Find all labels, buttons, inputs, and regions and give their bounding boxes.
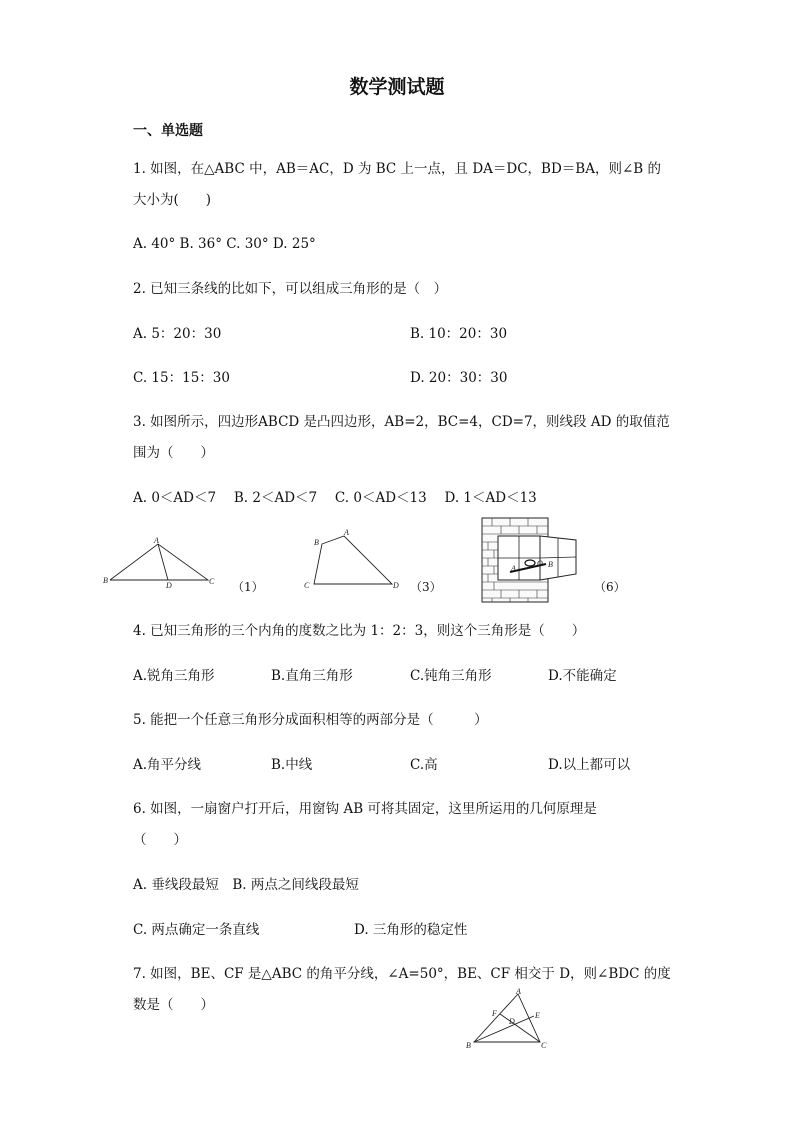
fig7-label-a: A — [516, 988, 521, 996]
fig1-label-d: D — [166, 581, 172, 590]
fig3-label-b: B — [314, 538, 319, 547]
fig3-label-a: A — [344, 528, 349, 537]
fig6-label-b: B — [548, 560, 553, 569]
fig6-label-a: A — [511, 564, 516, 573]
question-4-option-c: C.钝角三角形 — [410, 668, 492, 684]
question-6-options-ab: A. 垂线段最短 B. 两点之间线段最短 — [133, 877, 359, 893]
question-3-text-cont: 围为（ ） — [133, 445, 214, 461]
question-7-text: 7. 如图，BE、CF 是△ABC 的角平分线，∠A=50°，BE、CF 相交于 D，则∠BDC 的度 — [133, 966, 671, 982]
figure-3-caption: （3） — [410, 580, 442, 594]
question-1-options: A. 40° B. 36° C. 30° D. 25° — [133, 236, 316, 252]
figure-3-quadrilateral — [300, 528, 404, 592]
fig7-label-f: F — [492, 1009, 497, 1018]
question-5-option-a: A.角平分线 — [133, 757, 202, 773]
fig7-label-b: B — [466, 1041, 471, 1050]
question-4-option-a: A.锐角三角形 — [133, 668, 215, 684]
fig1-label-b: B — [103, 576, 108, 585]
question-2-option-c: C. 15：15：30 — [133, 370, 230, 386]
figure-7-triangle — [462, 988, 554, 1050]
question-6-text-cont: （ ） — [133, 832, 187, 848]
question-6-option-d: D. 三角形的稳定性 — [354, 922, 468, 938]
question-6-text: 6. 如图，一扇窗户打开后，用窗钩 AB 可将其固定，这里所运用的几何原理是 — [133, 801, 597, 817]
question-6-option-c: C. 两点确定一条直线 — [133, 922, 260, 938]
question-3-text: 3. 如图所示，四边形ABCD 是凸四边形，AB=2，BC=4，CD=7，则线段 AD 的取值范 — [133, 414, 670, 430]
question-3-options: A. 0＜AD＜7 B. 2＜AD＜7 C. 0＜AD＜13 D. 1＜AD＜13 — [133, 490, 537, 506]
fig3-label-d: D — [393, 581, 399, 590]
figure-6-window — [480, 516, 580, 604]
section-heading: 一、单选题 — [133, 123, 203, 139]
fig1-label-a: A — [154, 536, 159, 545]
figure-6-caption: （6） — [594, 580, 626, 594]
question-5-text: 5. 能把一个任意三角形分成面积相等的两部分是（ ） — [133, 712, 488, 728]
fig6-label-o: O — [537, 559, 543, 568]
question-7-text-cont: 数是（ ） — [133, 997, 214, 1013]
question-4-option-d: D.不能确定 — [548, 668, 617, 684]
question-2-option-b: B. 10：20：30 — [410, 326, 508, 342]
question-4-option-b: B.直角三角形 — [271, 668, 353, 684]
question-5-option-c: C.高 — [410, 757, 438, 773]
question-5-option-d: D.以上都可以 — [548, 757, 631, 773]
fig7-label-e: E — [535, 1011, 540, 1020]
question-2-text: 2. 已知三条线的比如下，可以组成三角形的是（ ） — [133, 281, 448, 297]
question-4-text: 4. 已知三角形的三个内角的度数之比为 1：2：3，则这个三角形是（ ） — [133, 623, 586, 639]
figure-1-caption: （1） — [232, 580, 264, 594]
fig3-label-c: C — [304, 581, 310, 590]
question-1-text: 1. 如图，在△ABC 中，AB＝AC，D 为 BC 上一点，且 DA＝DC，BD＝BA，则∠B 的 — [133, 161, 661, 177]
question-1-text-cont: 大小为( ) — [133, 192, 212, 208]
page-title: 数学测试题 — [349, 76, 445, 98]
question-5-option-b: B.中线 — [271, 757, 313, 773]
fig7-label-d: D — [509, 1017, 515, 1026]
question-2-option-d: D. 20：30：30 — [410, 370, 508, 386]
fig1-label-c: C — [209, 577, 215, 586]
fig7-label-c: C — [541, 1041, 547, 1050]
figure-1-triangle — [100, 536, 220, 591]
question-2-option-a: A. 5：20：30 — [133, 326, 222, 342]
